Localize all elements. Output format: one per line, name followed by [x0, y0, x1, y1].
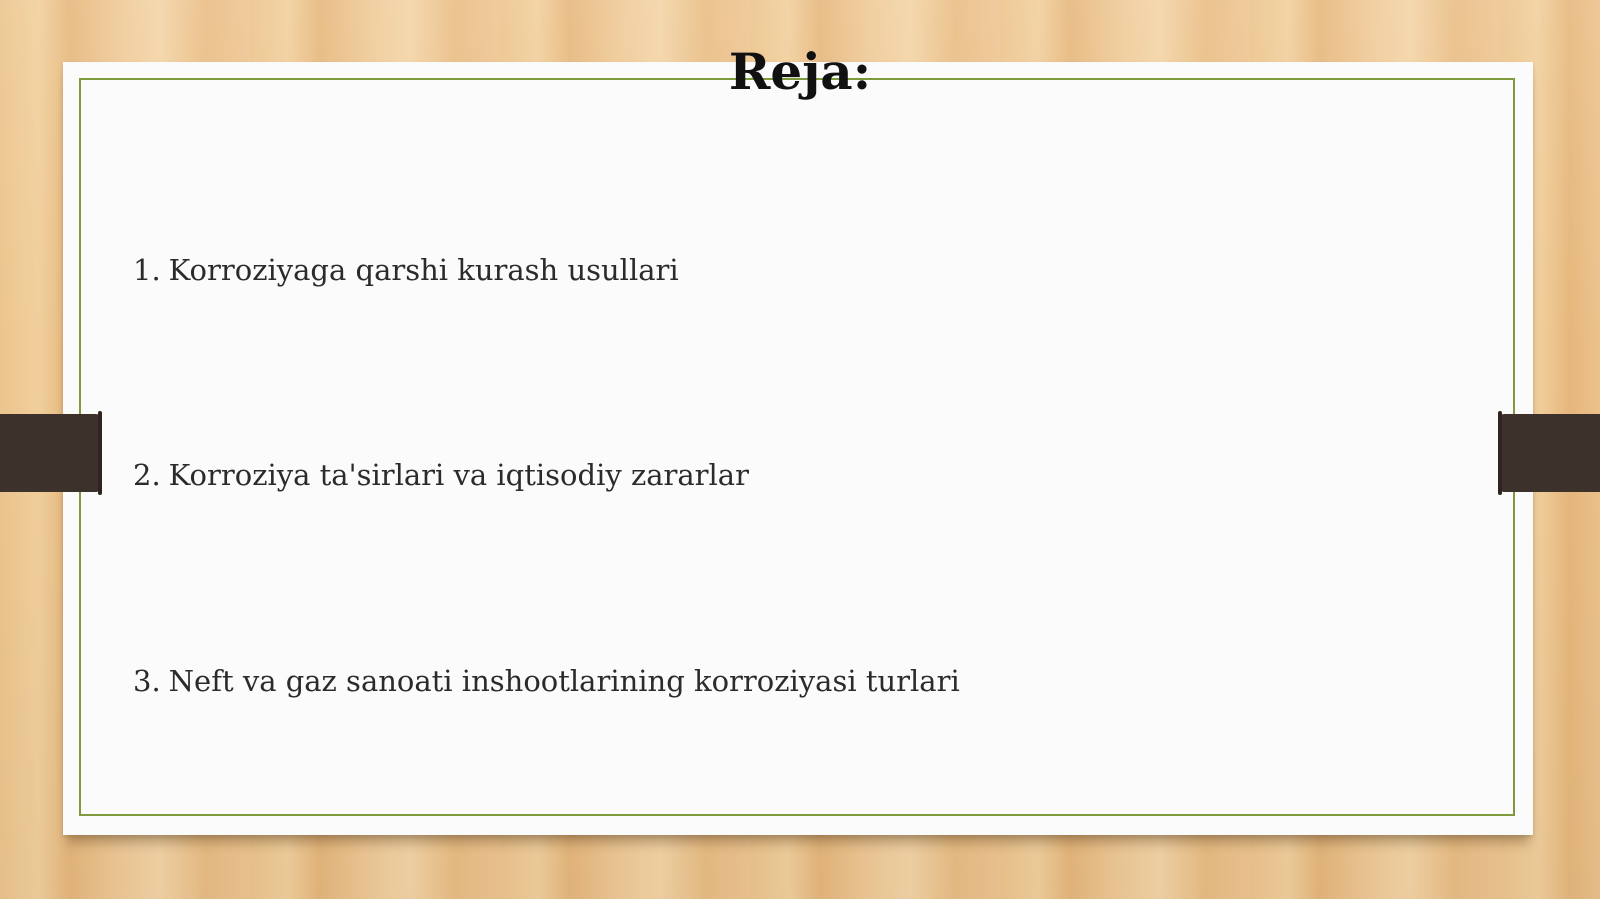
slide-title: [0, 40, 1600, 104]
left-binder-tab: [0, 414, 100, 492]
plan-item-text: Korroziya ta'sirlari va iqtisodiy zararlar: [168, 458, 749, 492]
plan-item-2: [133, 455, 749, 495]
plan-item-3: [133, 661, 960, 701]
plan-item-number: 2.: [133, 458, 161, 492]
slide-title-text: Reja:: [728, 42, 872, 101]
plan-item-number: 1.: [133, 253, 161, 287]
plan-item-number: 3.: [133, 664, 161, 698]
plan-item-1: [133, 250, 679, 290]
right-binder-tab: [1500, 414, 1600, 492]
plan-item-text: Korroziyaga qarshi kurash usullari: [168, 253, 679, 287]
plan-item-text: Neft va gaz sanoati inshootlarining korroziyasi turlari: [168, 664, 960, 698]
slide-frame-border: [79, 78, 1515, 816]
